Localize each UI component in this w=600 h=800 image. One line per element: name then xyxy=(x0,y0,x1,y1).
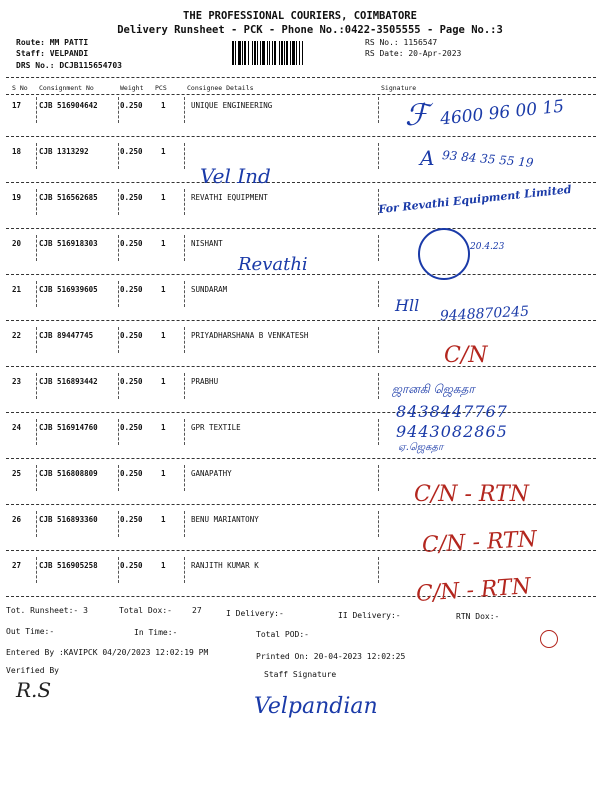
row-divider xyxy=(378,419,379,445)
signature-mark: ℱ xyxy=(405,98,429,133)
row-divider xyxy=(36,189,37,215)
cell-cons: CJB 516905258 xyxy=(39,561,98,570)
row-divider xyxy=(36,235,37,261)
row-divider xyxy=(118,557,119,583)
staff-signature-label: Staff Signature xyxy=(264,670,337,679)
cell-pcs: 1 xyxy=(161,331,166,340)
handwritten-phone: 9443082865 xyxy=(396,422,508,441)
row-divider xyxy=(184,97,185,123)
cell-sno: 25 xyxy=(12,469,22,478)
handwritten-phone: 4600 96 00 15 xyxy=(439,96,566,130)
row-divider xyxy=(118,189,119,215)
row-divider xyxy=(378,373,379,399)
staff-label: Staff: VELPANDI xyxy=(16,49,89,58)
cell-cons: CJB 516939605 xyxy=(39,285,98,294)
row-divider xyxy=(118,235,119,261)
cell-cons: CJB 516808809 xyxy=(39,469,98,478)
i-delivery-label: I Delivery:- xyxy=(226,609,284,618)
row-divider xyxy=(118,465,119,491)
signature-mark: A xyxy=(420,146,435,170)
col-weight: Weight xyxy=(120,84,144,92)
row-divider xyxy=(378,327,379,353)
handwritten-phone: 9448870245 xyxy=(439,303,530,325)
cell-weight: 0.250 xyxy=(120,377,143,386)
row-separator xyxy=(6,458,596,459)
row-divider xyxy=(378,281,379,307)
cell-weight: 0.250 xyxy=(120,469,143,478)
verified-by-label: Verified By xyxy=(6,666,59,675)
row-divider xyxy=(184,511,185,537)
cell-cons: CJB 516914760 xyxy=(39,423,98,432)
row-divider xyxy=(184,281,185,307)
cell-cons: CJB 89447745 xyxy=(39,331,94,340)
handwritten-return-note: C/N - RTN xyxy=(414,482,530,507)
cell-weight: 0.250 xyxy=(120,193,143,202)
cell-consignee: GANAPATHY xyxy=(191,469,232,478)
row-divider xyxy=(118,327,119,353)
handwritten-name: Revathi xyxy=(238,254,308,275)
row-divider xyxy=(184,557,185,583)
row-divider xyxy=(36,373,37,399)
row-divider xyxy=(378,465,379,491)
col-sno: S No xyxy=(12,84,28,92)
cell-consignee: BENU MARIANTONY xyxy=(191,515,259,524)
runsheet-subtitle: Delivery Runsheet - PCK - Phone No.:0422-3505555 - Page No.:3 xyxy=(117,24,503,36)
row-divider xyxy=(378,235,379,261)
row-divider xyxy=(378,143,379,169)
cell-sno: 17 xyxy=(12,101,22,110)
cell-cons: CJB 516562685 xyxy=(39,193,98,202)
handwritten-phone: 8438447767 xyxy=(396,402,508,421)
rs-date: RS Date: 20-Apr-2023 xyxy=(365,49,462,58)
row-divider xyxy=(184,189,185,215)
row-separator xyxy=(6,182,596,183)
company-stamp-text: For Revathi Equipment Limited xyxy=(377,182,573,217)
cell-pcs: 1 xyxy=(161,561,166,570)
handwritten-tamil-name: ஏ.ஜெகதா xyxy=(398,442,444,453)
cell-sno: 21 xyxy=(12,285,22,294)
cell-cons: CJB 516918303 xyxy=(39,239,98,248)
barcode xyxy=(232,41,356,65)
drs-number: DRS No.: DCJB115654703 xyxy=(16,61,122,70)
cell-weight: 0.250 xyxy=(120,101,143,110)
handwritten-phone: 93 84 35 55 19 xyxy=(441,148,535,170)
table-header-rule xyxy=(6,94,596,95)
row-divider xyxy=(118,419,119,445)
verifier-signature-mark: R.S xyxy=(16,678,52,702)
total-pod-label: Total POD:- xyxy=(256,630,309,639)
cell-pcs: 1 xyxy=(161,239,166,248)
col-consignment: Consignment No xyxy=(39,84,94,92)
cell-consignee: GPR TEXTILE xyxy=(191,423,241,432)
cell-sno: 24 xyxy=(12,423,22,432)
row-divider xyxy=(184,419,185,445)
cell-consignee: PRIYADHARSHANA B VENKATESH xyxy=(191,331,309,340)
row-divider xyxy=(118,97,119,123)
cell-sno: 27 xyxy=(12,561,22,570)
handwritten-return-note: C/N - RTN xyxy=(421,527,538,558)
table-top-rule xyxy=(6,77,596,78)
printed-on: Printed On: 20-04-2023 12:02:25 xyxy=(256,652,406,661)
cell-sno: 26 xyxy=(12,515,22,524)
cell-cons: CJB 1313292 xyxy=(39,147,89,156)
row-divider xyxy=(36,281,37,307)
col-pcs: PCS xyxy=(155,84,167,92)
row-divider xyxy=(184,327,185,353)
row-divider xyxy=(378,557,379,583)
row-separator xyxy=(6,228,596,229)
row-divider xyxy=(36,511,37,537)
row-divider xyxy=(36,97,37,123)
entered-by: Entered By :KAVIPCK 04/20/2023 12:02:19 PM xyxy=(6,648,209,657)
cell-weight: 0.250 xyxy=(120,515,143,524)
rs-number: RS No.: 1156547 xyxy=(365,38,438,47)
row-divider xyxy=(118,373,119,399)
company-title: THE PROFESSIONAL COURIERS, COIMBATORE xyxy=(183,10,417,22)
row-divider xyxy=(118,281,119,307)
cell-weight: 0.250 xyxy=(120,561,143,570)
cell-pcs: 1 xyxy=(161,469,166,478)
rtn-dox-label: RTN Dox:- xyxy=(456,612,500,621)
cell-pcs: 1 xyxy=(161,147,166,156)
handwritten-name: Vel Ind xyxy=(200,164,271,188)
cell-sno: 22 xyxy=(12,331,22,340)
total-dox-value: 27 xyxy=(192,606,202,615)
row-divider xyxy=(184,143,185,169)
cell-cons: CJB 516893442 xyxy=(39,377,98,386)
row-divider xyxy=(118,511,119,537)
cell-cons: CJB 516893360 xyxy=(39,515,98,524)
handwritten-note: C/N xyxy=(444,343,488,368)
signature-mark: Hll xyxy=(395,296,420,315)
cell-sno: 18 xyxy=(12,147,22,156)
handwritten-tamil-name: ஜானகி ஜெகதா xyxy=(392,382,475,396)
total-dox-label: Total Dox:- xyxy=(119,606,172,615)
cell-sno: 23 xyxy=(12,377,22,386)
cell-consignee: PRABHU xyxy=(191,377,219,386)
col-signature: Signature xyxy=(381,84,417,92)
cell-pcs: 1 xyxy=(161,377,166,386)
cell-cons: CJB 516904642 xyxy=(39,101,98,110)
cell-pcs: 1 xyxy=(161,423,166,432)
staff-signature-handwriting: Velpandian xyxy=(254,694,378,719)
cell-pcs: 1 xyxy=(161,285,166,294)
cell-weight: 0.250 xyxy=(120,147,143,156)
in-time-label: In Time:- xyxy=(134,628,178,637)
cell-weight: 0.250 xyxy=(120,285,143,294)
stamp-date: 20.4.23 xyxy=(470,242,505,252)
row-divider xyxy=(36,557,37,583)
row-divider xyxy=(118,143,119,169)
cell-consignee: RANJITH KUMAR K xyxy=(191,561,259,570)
ii-delivery-label: II Delivery:- xyxy=(338,611,401,620)
cell-sno: 20 xyxy=(12,239,22,248)
cell-consignee: SUNDARAM xyxy=(191,285,228,294)
round-stamp xyxy=(418,228,470,280)
row-divider xyxy=(36,143,37,169)
row-divider xyxy=(36,465,37,491)
cell-pcs: 1 xyxy=(161,101,166,110)
cell-pcs: 1 xyxy=(161,515,166,524)
row-separator xyxy=(6,136,596,137)
red-initial-mark xyxy=(540,630,558,648)
cell-pcs: 1 xyxy=(161,193,166,202)
cell-weight: 0.250 xyxy=(120,331,143,340)
col-consignee: Consignee Details xyxy=(187,84,254,92)
row-divider xyxy=(184,373,185,399)
cell-consignee: NISHANT xyxy=(191,239,223,248)
handwritten-return-note: C/N - RTN xyxy=(415,574,532,607)
cell-sno: 19 xyxy=(12,193,22,202)
total-runsheet: Tot. Runsheet:- 3 xyxy=(6,606,88,615)
row-divider xyxy=(184,235,185,261)
row-divider xyxy=(36,327,37,353)
row-separator xyxy=(6,366,596,367)
row-divider xyxy=(36,419,37,445)
row-divider xyxy=(378,97,379,123)
barcode-bar xyxy=(303,41,304,65)
route-label: Route: MM PATTI xyxy=(16,38,89,47)
cell-weight: 0.250 xyxy=(120,423,143,432)
cell-weight: 0.250 xyxy=(120,239,143,248)
cell-consignee: REVATHI EQUIPMENT xyxy=(191,193,268,202)
cell-consignee: UNIQUE ENGINEERING xyxy=(191,101,273,110)
out-time-label: Out Time:- xyxy=(6,627,55,636)
row-divider xyxy=(184,465,185,491)
row-divider xyxy=(378,511,379,537)
